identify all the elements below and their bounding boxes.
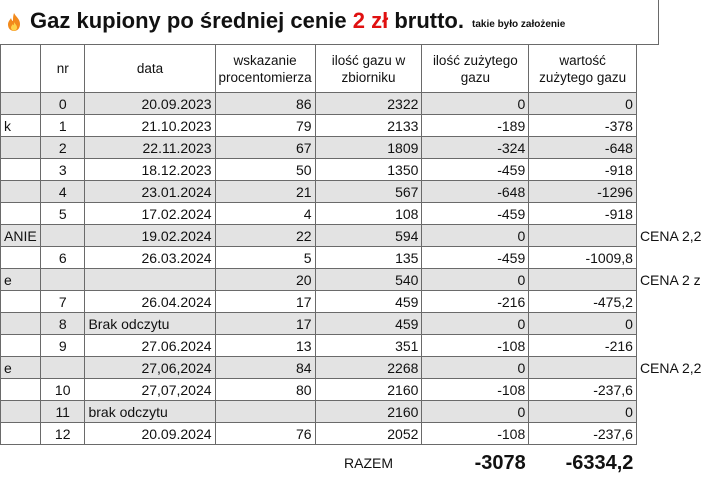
cell-ilosc: 2160 [315, 401, 422, 423]
totals-row [1, 445, 720, 482]
title-suffix: brutto. [388, 8, 464, 33]
cell-label [1, 93, 41, 115]
cell-wartosc: -378 [529, 115, 637, 137]
table-row [1, 93, 720, 115]
cell-wskazanie: 17 [215, 291, 315, 313]
cell-wskazanie: 76 [215, 423, 315, 445]
cell-label [1, 313, 41, 335]
cell-zuzyty: -459 [422, 159, 529, 181]
cell-note [636, 401, 719, 423]
cell-data: 20.09.2024 [85, 423, 215, 445]
cell-ilosc: 1350 [315, 159, 422, 181]
cell-data: 27.06.2024 [85, 335, 215, 357]
cell-wartosc: 0 [529, 401, 637, 423]
table-row [1, 225, 720, 247]
cell-label [1, 159, 41, 181]
table-row [1, 159, 720, 181]
cell-data: 21.10.2023 [85, 115, 215, 137]
page-title [30, 8, 464, 34]
cell-wskazanie: 20 [215, 269, 315, 291]
header-wskazanie: wskazanie procentomierza [215, 45, 315, 93]
cell-note [636, 93, 719, 115]
cell-label: e [1, 269, 41, 291]
cell-zuzyty: 0 [422, 401, 529, 423]
cell-wartosc: -648 [529, 137, 637, 159]
cell-wskazanie: 13 [215, 335, 315, 357]
cell-nr: 12 [40, 423, 84, 445]
cell-zuzyty: -324 [422, 137, 529, 159]
cell-wartosc: -918 [529, 159, 637, 181]
table-row [1, 247, 720, 269]
cell-ilosc: 540 [315, 269, 422, 291]
cell-label [1, 181, 41, 203]
cell-note [636, 115, 719, 137]
cell-wskazanie: 84 [215, 357, 315, 379]
table-row [1, 115, 720, 137]
table-row [1, 203, 720, 225]
cell-label: ANIE [1, 225, 41, 247]
table-row [1, 269, 720, 291]
header-row [1, 45, 720, 93]
cell-ilosc: 2322 [315, 93, 422, 115]
totals-spacer [215, 445, 315, 482]
cell-wskazanie: 21 [215, 181, 315, 203]
cell-wartosc: -1009,8 [529, 247, 637, 269]
cell-wartosc [529, 357, 637, 379]
cell-note: CENA 2 z [636, 269, 719, 291]
table-row [1, 181, 720, 203]
cell-zuzyty: -108 [422, 379, 529, 401]
cell-data: 19.02.2024 [85, 225, 215, 247]
cell-zuzyty: 0 [422, 93, 529, 115]
cell-data: 22.11.2023 [85, 137, 215, 159]
cell-nr: 5 [40, 203, 84, 225]
table-row [1, 291, 720, 313]
header-blank [1, 45, 41, 93]
cell-data: 27,07,2024 [85, 379, 215, 401]
cell-note: CENA 2,2 [636, 357, 719, 379]
cell-nr: 6 [40, 247, 84, 269]
cell-zuzyty: -189 [422, 115, 529, 137]
cell-ilosc: 135 [315, 247, 422, 269]
cell-data: 18.12.2023 [85, 159, 215, 181]
cell-nr: 0 [40, 93, 84, 115]
cell-nr: 3 [40, 159, 84, 181]
cell-wartosc: 0 [529, 313, 637, 335]
cell-label [1, 401, 41, 423]
cell-nr [40, 225, 84, 247]
cell-nr: 2 [40, 137, 84, 159]
cell-nr: 7 [40, 291, 84, 313]
cell-ilosc: 2268 [315, 357, 422, 379]
cell-ilosc: 2160 [315, 379, 422, 401]
cell-zuzyty: 0 [422, 357, 529, 379]
cell-zuzyty: 0 [422, 269, 529, 291]
header-extra [636, 45, 719, 93]
cell-zuzyty: -108 [422, 423, 529, 445]
totals-label: RAZEM [344, 455, 393, 471]
cell-data: 23.01.2024 [85, 181, 215, 203]
totals-zuzyty: -3078 [474, 452, 526, 474]
cell-label: e [1, 357, 41, 379]
header-wartosc: wartość zużytego gazu [529, 45, 637, 93]
cell-wartosc [529, 225, 637, 247]
cell-ilosc: 108 [315, 203, 422, 225]
cell-zuzyty: -459 [422, 203, 529, 225]
totals-spacer [1, 445, 41, 482]
cell-note [636, 335, 719, 357]
title-note: takie było założenie [472, 19, 566, 30]
cell-wartosc: 0 [529, 93, 637, 115]
cell-nr: 11 [40, 401, 84, 423]
cell-wskazanie: 4 [215, 203, 315, 225]
cell-label [1, 379, 41, 401]
cell-note [636, 313, 719, 335]
cell-note: CENA 2,2 [636, 225, 719, 247]
cell-nr: 4 [40, 181, 84, 203]
cell-nr: 8 [40, 313, 84, 335]
header-data: data [85, 45, 215, 93]
cell-label [1, 335, 41, 357]
totals-spacer [40, 445, 84, 482]
table-body [1, 93, 720, 445]
cell-wskazanie: 5 [215, 247, 315, 269]
cell-wskazanie: 79 [215, 115, 315, 137]
cell-wartosc: -918 [529, 203, 637, 225]
cell-nr: 9 [40, 335, 84, 357]
cell-wskazanie [215, 401, 315, 423]
cell-ilosc: 351 [315, 335, 422, 357]
cell-data: brak odczytu [85, 401, 215, 423]
cell-note [636, 159, 719, 181]
cell-wartosc: -237,6 [529, 423, 637, 445]
cell-ilosc: 594 [315, 225, 422, 247]
cell-wartosc: -475,2 [529, 291, 637, 313]
cell-data: Brak odczytu [85, 313, 215, 335]
table-row [1, 401, 720, 423]
cell-note [636, 423, 719, 445]
cell-zuzyty: -459 [422, 247, 529, 269]
totals-wartosc: -6334,2 [565, 452, 634, 474]
cell-ilosc: 567 [315, 181, 422, 203]
cell-data [85, 269, 215, 291]
cell-data: 20.09.2023 [85, 93, 215, 115]
cell-data: 17.02.2024 [85, 203, 215, 225]
cell-nr: 10 [40, 379, 84, 401]
cell-wartosc [529, 269, 637, 291]
cell-note [636, 247, 719, 269]
table-row [1, 335, 720, 357]
cell-label [1, 203, 41, 225]
cell-wskazanie: 67 [215, 137, 315, 159]
cell-data: 27,06,2024 [85, 357, 215, 379]
totals-spacer [636, 445, 719, 482]
cell-zuzyty: -648 [422, 181, 529, 203]
cell-nr [40, 269, 84, 291]
cell-zuzyty: -216 [422, 291, 529, 313]
title-row [0, 0, 659, 45]
header-nr: nr [40, 45, 84, 93]
cell-nr [40, 357, 84, 379]
table-row [1, 423, 720, 445]
table-row [1, 313, 720, 335]
cell-ilosc: 2052 [315, 423, 422, 445]
cell-label [1, 291, 41, 313]
cell-label: k [1, 115, 41, 137]
cell-note [636, 181, 719, 203]
header-ilosc: ilość gazu w zbiorniku [315, 45, 422, 93]
cell-wskazanie: 17 [215, 313, 315, 335]
header-zuzyty: ilość zużytego gazu [422, 45, 529, 93]
gas-table [0, 44, 720, 481]
cell-wartosc: -237,6 [529, 379, 637, 401]
totals-spacer [85, 445, 215, 482]
cell-ilosc: 2133 [315, 115, 422, 137]
cell-ilosc: 1809 [315, 137, 422, 159]
cell-wartosc: -1296 [529, 181, 637, 203]
title-text: Gaz kupiony po średniej cenie [30, 8, 353, 33]
cell-data: 26.04.2024 [85, 291, 215, 313]
cell-note [636, 137, 719, 159]
cell-zuzyty: 0 [422, 225, 529, 247]
cell-label [1, 423, 41, 445]
cell-label [1, 137, 41, 159]
cell-wskazanie: 50 [215, 159, 315, 181]
cell-nr: 1 [40, 115, 84, 137]
cell-zuzyty: 0 [422, 313, 529, 335]
cell-note [636, 291, 719, 313]
table-row [1, 137, 720, 159]
cell-label [1, 247, 41, 269]
cell-wskazanie: 86 [215, 93, 315, 115]
cell-wartosc: -216 [529, 335, 637, 357]
title-price: 2 zł [352, 8, 389, 33]
cell-ilosc: 459 [315, 313, 422, 335]
cell-ilosc: 459 [315, 291, 422, 313]
flame-icon [6, 12, 22, 32]
cell-wskazanie: 80 [215, 379, 315, 401]
table-row [1, 379, 720, 401]
cell-note [636, 379, 719, 401]
cell-data: 26.03.2024 [85, 247, 215, 269]
cell-note [636, 203, 719, 225]
table-row [1, 357, 720, 379]
cell-zuzyty: -108 [422, 335, 529, 357]
cell-wskazanie: 22 [215, 225, 315, 247]
